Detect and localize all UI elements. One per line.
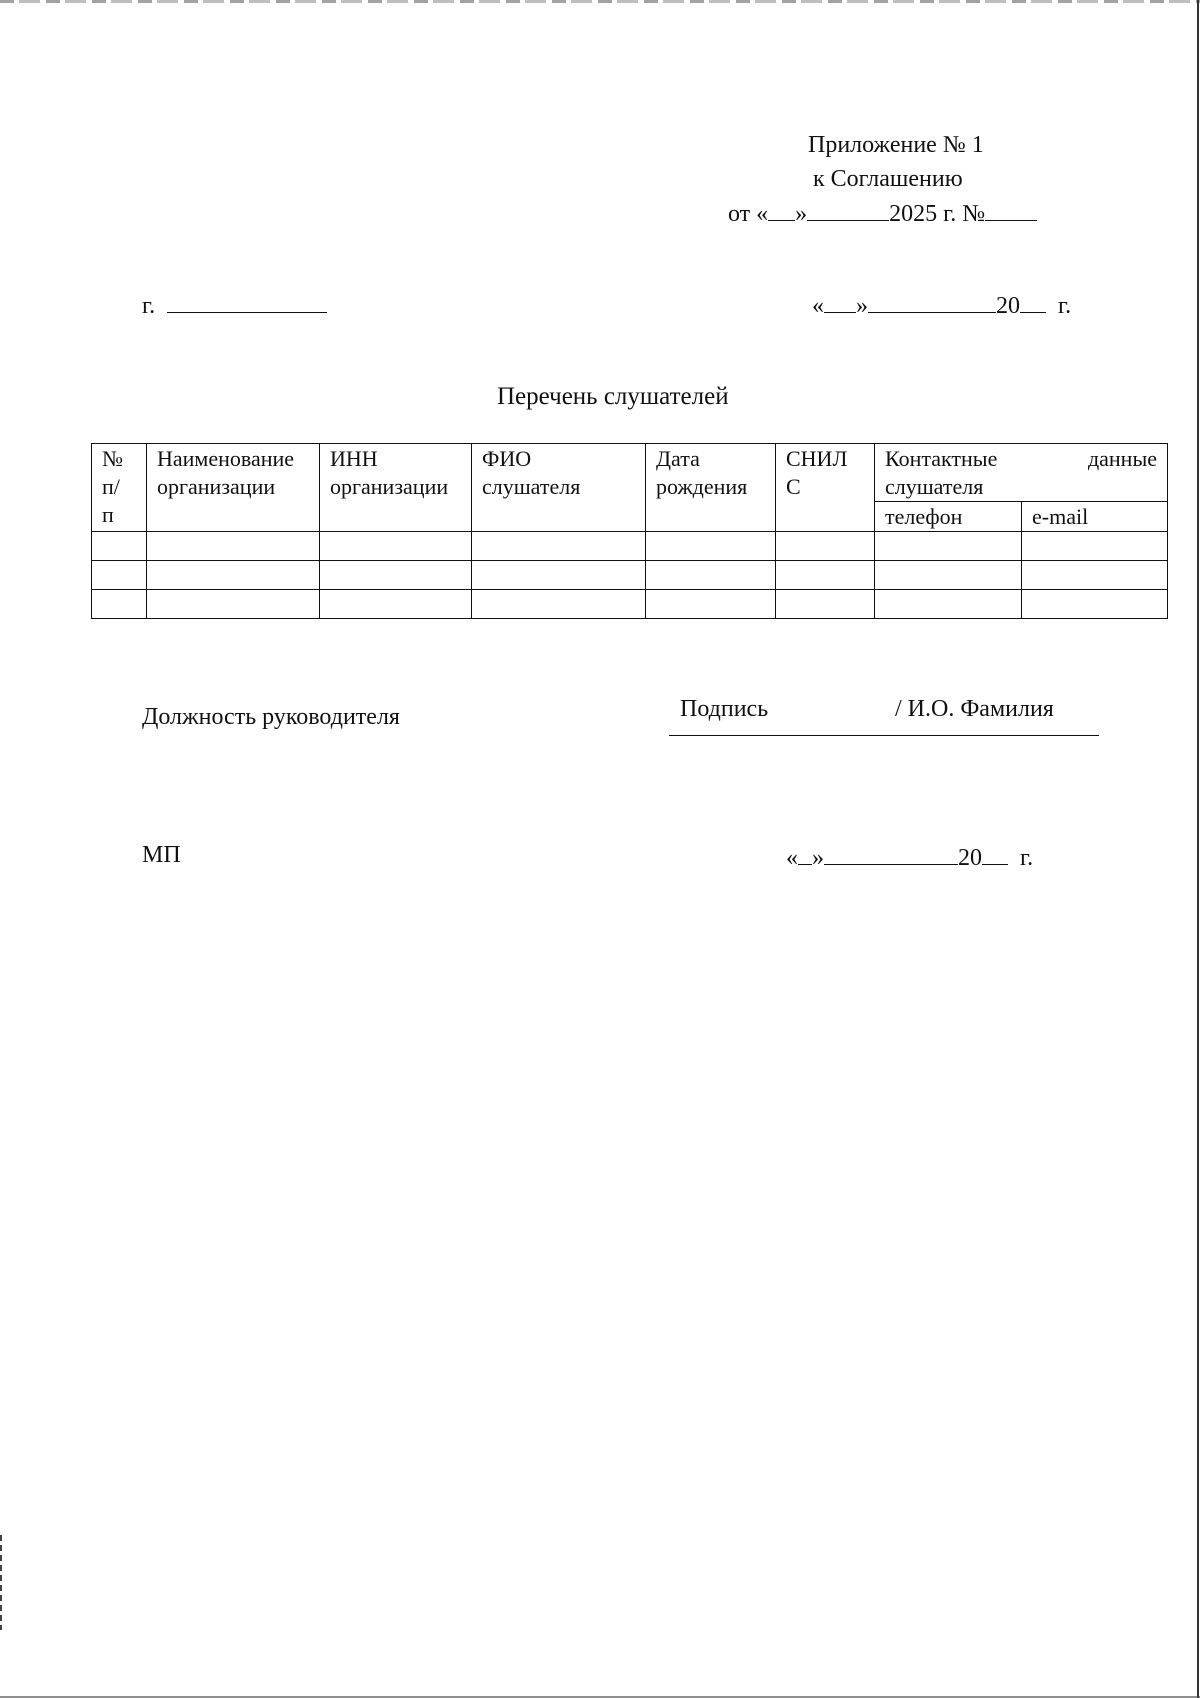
date-top-close: » — [856, 293, 868, 319]
table-cell[interactable] — [646, 590, 776, 619]
place-blank — [167, 290, 327, 313]
date-top-century: 20 — [996, 293, 1020, 319]
place-prefix: г. — [142, 293, 156, 319]
appendix-date-mid: » — [795, 201, 808, 227]
date-bottom-month-blank — [824, 842, 958, 865]
header-contacts — [875, 444, 1168, 502]
table-cell[interactable] — [92, 532, 147, 561]
table-cell[interactable] — [875, 532, 1022, 561]
header-snils — [776, 444, 875, 532]
appendix-date-open: от « — [728, 201, 769, 227]
table-cell[interactable] — [776, 561, 875, 590]
scan-artifact-left — [0, 1535, 2, 1630]
table-cell[interactable] — [776, 532, 875, 561]
date-bottom-close: » — [812, 845, 824, 871]
table-cell[interactable] — [147, 590, 320, 619]
header-contacts-word1: Контактные — [885, 446, 998, 471]
appendix-agreement: к Соглашению — [813, 166, 963, 192]
header-birth — [646, 444, 776, 532]
appendix-number-blank — [985, 198, 1037, 221]
table-cell[interactable] — [320, 532, 472, 561]
header-phone: телефон — [875, 502, 1022, 532]
date-line-bottom — [786, 842, 1033, 872]
date-top-suffix: г. — [1058, 293, 1072, 319]
header-contacts-line2: слушателя — [885, 474, 984, 499]
place-line — [142, 290, 327, 320]
document-title: Перечень слушателей — [497, 383, 729, 410]
table-cell[interactable] — [320, 590, 472, 619]
appendix-date-line — [728, 198, 1037, 228]
date-top-day-blank — [824, 290, 856, 313]
signature-name: / И.О. Фамилия — [895, 696, 1054, 722]
table-cell[interactable] — [1022, 590, 1168, 619]
table-cell[interactable] — [147, 532, 320, 561]
signature-label: Подпись — [680, 696, 769, 722]
table-cell[interactable] — [646, 561, 776, 590]
table-header-row — [92, 444, 1168, 502]
date-line-top — [812, 290, 1071, 320]
table-cell[interactable] — [147, 561, 320, 590]
header-inn-line2: организации — [330, 474, 449, 499]
header-org-name-line2: организации — [157, 474, 276, 499]
table-cell[interactable] — [472, 590, 646, 619]
header-contacts-line1 — [885, 445, 1157, 473]
date-bottom-suffix: г. — [1020, 845, 1034, 871]
date-top-year-blank — [1020, 290, 1046, 313]
signature-line — [669, 735, 1099, 736]
header-num-line3: п — [102, 502, 114, 527]
header-snils-line2: С — [786, 474, 801, 499]
date-bottom-open: « — [786, 845, 798, 871]
table-row — [92, 590, 1168, 619]
header-snils-line1: СНИЛ — [786, 446, 848, 471]
header-birth-line2: рождения — [656, 474, 748, 499]
header-contacts-word2: данные — [1087, 446, 1157, 471]
stamp-mp: МП — [142, 842, 181, 868]
appendix-year: 2025 г. № — [889, 201, 986, 227]
appendix-day-blank — [768, 198, 795, 221]
date-top-open: « — [812, 293, 824, 319]
header-fio-line2: слушателя — [482, 474, 581, 499]
header-fio — [472, 444, 646, 532]
table-cell[interactable] — [646, 532, 776, 561]
table-cell[interactable] — [875, 590, 1022, 619]
header-inn — [320, 444, 472, 532]
table-cell[interactable] — [92, 561, 147, 590]
table-cell[interactable] — [776, 590, 875, 619]
scan-artifact-top — [0, 0, 1200, 3]
table-row — [92, 561, 1168, 590]
date-bottom-century: 20 — [958, 845, 982, 871]
date-bottom-day-blank — [798, 842, 812, 865]
table-cell[interactable] — [472, 561, 646, 590]
header-birth-line1: Дата — [656, 446, 700, 471]
date-top-month-blank — [868, 290, 996, 313]
appendix-title: Приложение № 1 — [808, 132, 984, 158]
table-cell[interactable] — [1022, 561, 1168, 590]
table-cell[interactable] — [320, 561, 472, 590]
table-row — [92, 532, 1168, 561]
listeners-table — [91, 443, 1168, 619]
header-num — [92, 444, 147, 532]
header-num-line1: № — [102, 446, 123, 471]
appendix-month-blank — [807, 198, 889, 221]
date-bottom-year-blank — [982, 842, 1008, 865]
scan-artifact-right — [1197, 0, 1199, 1698]
header-num-line2: п/ — [102, 474, 120, 499]
table-cell[interactable] — [92, 590, 147, 619]
header-org-name — [147, 444, 320, 532]
header-org-name-line1: Наименование — [157, 446, 295, 471]
manager-position: Должность руководителя — [142, 704, 400, 730]
table-cell[interactable] — [875, 561, 1022, 590]
table-cell[interactable] — [472, 532, 646, 561]
header-email: e-mail — [1022, 502, 1168, 532]
header-fio-line1: ФИО — [482, 446, 532, 471]
header-inn-line1: ИНН — [330, 446, 378, 471]
table-cell[interactable] — [1022, 532, 1168, 561]
